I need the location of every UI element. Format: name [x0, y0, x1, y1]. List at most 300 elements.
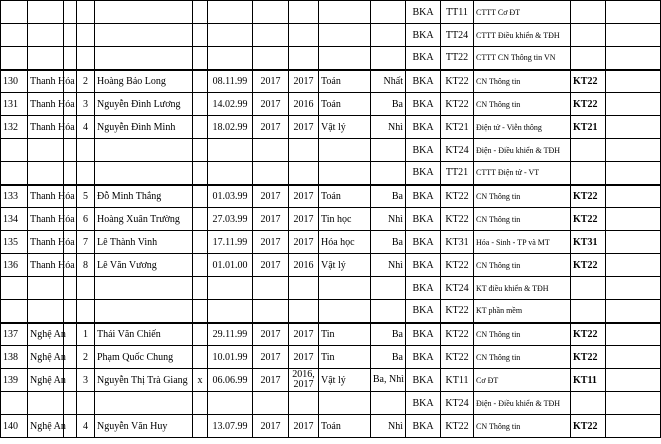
cell-major: Hóa - Sinh - TP và MT: [474, 231, 571, 254]
cell-award: Nhì: [371, 254, 406, 277]
cell-stt: [1, 47, 28, 70]
cell-major: KT phần mềm: [474, 300, 571, 323]
cell-number: [77, 162, 95, 185]
cell-year-2: 2017: [289, 185, 319, 208]
cell-subject: [319, 162, 371, 185]
cell-year-2: 2017: [289, 346, 319, 369]
cell-dob: [208, 139, 253, 162]
cell-stt: 137: [1, 323, 28, 346]
cell-award: Ba, Nhì: [371, 369, 406, 392]
cell-number: 4: [77, 415, 95, 438]
cell-dob: 29.11.99: [208, 323, 253, 346]
cell-spacer: [64, 24, 77, 47]
cell-stt: [1, 392, 28, 415]
cell-province: Nghệ An: [28, 369, 64, 392]
cell-major: Điện tử - Viễn thông: [474, 116, 571, 139]
cell-result: [571, 24, 606, 47]
cell-subject: Toán: [319, 93, 371, 116]
cell-dob: [208, 162, 253, 185]
cell-year-1: 2017: [253, 254, 289, 277]
cell-student-name: Lê Văn Vương: [95, 254, 193, 277]
cell-mark: [193, 1, 208, 24]
cell-award: Ba: [371, 346, 406, 369]
table-row: [1, 93, 661, 116]
cell-major: KT điều khiển & TĐH: [474, 277, 571, 300]
cell-year-1: 2017: [253, 70, 289, 93]
cell-result: KT31: [571, 231, 606, 254]
cell-stt: 131: [1, 93, 28, 116]
cell-school: BKA: [406, 185, 441, 208]
cell-student-name: [95, 277, 193, 300]
cell-year-1: [253, 47, 289, 70]
cell-year-2: 2016: [289, 254, 319, 277]
cell-award: [371, 162, 406, 185]
cell-subject: [319, 47, 371, 70]
cell-school: BKA: [406, 277, 441, 300]
table-row: [1, 1, 661, 24]
table-row: [1, 346, 661, 369]
cell-code: KT24: [441, 392, 474, 415]
cell-award: [371, 139, 406, 162]
cell-year-2: [289, 1, 319, 24]
cell-school: BKA: [406, 116, 441, 139]
cell-subject: [319, 392, 371, 415]
cell-mark: [193, 162, 208, 185]
cell-major: CN Thông tin: [474, 185, 571, 208]
cell-school: BKA: [406, 346, 441, 369]
cell-year-2: 2016: [289, 93, 319, 116]
cell-stt: 130: [1, 70, 28, 93]
cell-empty: [606, 208, 661, 231]
cell-province: Thanh Hóa: [28, 231, 64, 254]
cell-code: KT22: [441, 93, 474, 116]
cell-stt: 140: [1, 415, 28, 438]
cell-empty: [606, 300, 661, 323]
cell-year-1: 2017: [253, 346, 289, 369]
cell-result: KT22: [571, 323, 606, 346]
cell-student-name: Phạm Quốc Chung: [95, 346, 193, 369]
cell-subject: [319, 300, 371, 323]
cell-code: TT24: [441, 24, 474, 47]
cell-result: [571, 277, 606, 300]
table-row: [1, 392, 661, 415]
cell-school: BKA: [406, 93, 441, 116]
cell-year-2: [289, 24, 319, 47]
table-row: [1, 139, 661, 162]
cell-dob: [208, 300, 253, 323]
cell-student-name: Hoàng Xuân Trường: [95, 208, 193, 231]
cell-stt: 136: [1, 254, 28, 277]
cell-mark: [193, 323, 208, 346]
cell-school: BKA: [406, 300, 441, 323]
cell-empty: [606, 93, 661, 116]
cell-year-2: [289, 47, 319, 70]
cell-year-2: [289, 162, 319, 185]
cell-year-2: 2017: [289, 231, 319, 254]
cell-mark: [193, 254, 208, 277]
cell-year-2: 2017: [289, 70, 319, 93]
cell-school: BKA: [406, 70, 441, 93]
cell-year-2: [289, 392, 319, 415]
cell-subject: Vật lý: [319, 254, 371, 277]
cell-number: 5: [77, 185, 95, 208]
cell-award: [371, 47, 406, 70]
cell-year-1: 2017: [253, 415, 289, 438]
cell-major: Điện - Điều khiển & TĐH: [474, 139, 571, 162]
cell-student-name: [95, 300, 193, 323]
cell-code: KT22: [441, 70, 474, 93]
cell-year-2: 2017: [289, 116, 319, 139]
cell-dob: 01.01.00: [208, 254, 253, 277]
cell-major: Điện - Điều khiển & TĐH: [474, 392, 571, 415]
cell-major: CTTT CN Thông tin VN: [474, 47, 571, 70]
table-row: [1, 116, 661, 139]
cell-year-1: 2017: [253, 208, 289, 231]
cell-mark: [193, 208, 208, 231]
cell-school: BKA: [406, 47, 441, 70]
cell-year-1: 2017: [253, 231, 289, 254]
cell-empty: [606, 323, 661, 346]
cell-province: Thanh Hóa: [28, 254, 64, 277]
cell-year-2: 2017: [289, 415, 319, 438]
cell-award: Nhì: [371, 208, 406, 231]
cell-province: [28, 392, 64, 415]
cell-mark: [193, 277, 208, 300]
cell-mark: [193, 231, 208, 254]
cell-spacer: [64, 300, 77, 323]
cell-subject: Tin học: [319, 208, 371, 231]
cell-major: CN Thông tin: [474, 93, 571, 116]
table-row: [1, 47, 661, 70]
cell-year-1: 2017: [253, 116, 289, 139]
cell-stt: [1, 277, 28, 300]
cell-number: [77, 392, 95, 415]
cell-year-1: 2017: [253, 93, 289, 116]
cell-province: Thanh Hóa: [28, 70, 64, 93]
cell-major: CN Thông tin: [474, 70, 571, 93]
cell-code: KT22: [441, 300, 474, 323]
cell-dob: [208, 24, 253, 47]
cell-mark: [193, 47, 208, 70]
cell-school: BKA: [406, 24, 441, 47]
cell-major: CN Thông tin: [474, 323, 571, 346]
cell-number: 3: [77, 93, 95, 116]
cell-award: Ba: [371, 185, 406, 208]
cell-number: [77, 300, 95, 323]
cell-student-name: [95, 24, 193, 47]
cell-spacer: [64, 1, 77, 24]
cell-empty: [606, 70, 661, 93]
cell-province: [28, 162, 64, 185]
cell-code: TT11: [441, 1, 474, 24]
cell-dob: 27.03.99: [208, 208, 253, 231]
cell-dob: [208, 277, 253, 300]
cell-school: BKA: [406, 139, 441, 162]
cell-spacer: [64, 162, 77, 185]
cell-empty: [606, 116, 661, 139]
cell-award: [371, 300, 406, 323]
cell-major: CN Thông tin: [474, 415, 571, 438]
cell-province: Thanh Hóa: [28, 116, 64, 139]
cell-empty: [606, 47, 661, 70]
cell-dob: 17.11.99: [208, 231, 253, 254]
cell-code: KT24: [441, 139, 474, 162]
table-row: [1, 300, 661, 323]
cell-stt: 139: [1, 369, 28, 392]
cell-stt: 134: [1, 208, 28, 231]
cell-school: BKA: [406, 254, 441, 277]
table-row: [1, 185, 661, 208]
cell-mark: [193, 139, 208, 162]
cell-school: BKA: [406, 231, 441, 254]
cell-award: [371, 1, 406, 24]
cell-province: [28, 277, 64, 300]
cell-dob: 14.02.99: [208, 93, 253, 116]
cell-code: KT31: [441, 231, 474, 254]
cell-result: KT22: [571, 70, 606, 93]
table-row: [1, 231, 661, 254]
cell-year-1: 2017: [253, 369, 289, 392]
cell-number: [77, 139, 95, 162]
cell-province: Nghệ An: [28, 323, 64, 346]
table-row: [1, 254, 661, 277]
cell-code: KT21: [441, 116, 474, 139]
cell-empty: [606, 185, 661, 208]
cell-mark: x: [193, 369, 208, 392]
cell-stt: [1, 24, 28, 47]
cell-empty: [606, 231, 661, 254]
cell-year-2: [289, 300, 319, 323]
cell-mark: [193, 93, 208, 116]
cell-major: Cơ ĐT: [474, 369, 571, 392]
table-row: [1, 277, 661, 300]
cell-award: Nhì: [371, 116, 406, 139]
cell-subject: Toán: [319, 415, 371, 438]
cell-stt: [1, 162, 28, 185]
cell-year-2: 2017: [289, 323, 319, 346]
cell-stt: [1, 300, 28, 323]
cell-result: [571, 162, 606, 185]
cell-code: KT24: [441, 277, 474, 300]
cell-stt: [1, 1, 28, 24]
cell-number: 7: [77, 231, 95, 254]
cell-year-2: 2016, 2017: [289, 369, 319, 392]
cell-subject: Vật lý: [319, 369, 371, 392]
cell-province: [28, 24, 64, 47]
cell-school: BKA: [406, 208, 441, 231]
cell-number: 4: [77, 116, 95, 139]
cell-student-name: Đỗ Minh Thắng: [95, 185, 193, 208]
cell-year-2: [289, 139, 319, 162]
cell-spacer: [64, 47, 77, 70]
cell-province: Thanh Hóa: [28, 208, 64, 231]
cell-empty: [606, 392, 661, 415]
cell-result: KT22: [571, 208, 606, 231]
cell-school: BKA: [406, 392, 441, 415]
table-row: [1, 162, 661, 185]
cell-code: KT22: [441, 208, 474, 231]
table-row: [1, 369, 661, 392]
cell-stt: 135: [1, 231, 28, 254]
cell-student-name: Nguyễn Đình Minh: [95, 116, 193, 139]
cell-province: Thanh Hóa: [28, 93, 64, 116]
cell-subject: [319, 24, 371, 47]
cell-student-name: Nguyễn Thị Trà Giang: [95, 369, 193, 392]
cell-province: [28, 139, 64, 162]
cell-spacer: [64, 392, 77, 415]
cell-empty: [606, 162, 661, 185]
cell-year-2: 2017: [289, 208, 319, 231]
cell-student-name: [95, 139, 193, 162]
cell-major: CN Thông tin: [474, 346, 571, 369]
cell-student-name: [95, 392, 193, 415]
cell-school: BKA: [406, 162, 441, 185]
cell-stt: 132: [1, 116, 28, 139]
cell-award: Ba: [371, 323, 406, 346]
table-row: [1, 208, 661, 231]
cell-dob: [208, 1, 253, 24]
cell-stt: [1, 139, 28, 162]
cell-dob: 10.01.99: [208, 346, 253, 369]
cell-dob: 18.02.99: [208, 116, 253, 139]
cell-school: BKA: [406, 323, 441, 346]
cell-subject: Toán: [319, 185, 371, 208]
cell-code: KT11: [441, 369, 474, 392]
cell-school: BKA: [406, 415, 441, 438]
cell-subject: Tin: [319, 323, 371, 346]
cell-number: [77, 47, 95, 70]
cell-result: [571, 300, 606, 323]
cell-result: KT22: [571, 93, 606, 116]
cell-year-1: [253, 1, 289, 24]
cell-student-name: [95, 162, 193, 185]
cell-mark: [193, 116, 208, 139]
cell-major: CTTT Điều khiển & TĐH: [474, 24, 571, 47]
cell-province: Thanh Hóa: [28, 185, 64, 208]
cell-award: Ba: [371, 231, 406, 254]
cell-mark: [193, 300, 208, 323]
cell-result: KT21: [571, 116, 606, 139]
cell-empty: [606, 346, 661, 369]
cell-subject: Tin: [319, 346, 371, 369]
cell-result: KT22: [571, 415, 606, 438]
cell-stt: 133: [1, 185, 28, 208]
cell-subject: [319, 1, 371, 24]
cell-empty: [606, 139, 661, 162]
cell-dob: [208, 392, 253, 415]
cell-province: [28, 47, 64, 70]
cell-code: KT22: [441, 346, 474, 369]
table-row: [1, 415, 661, 438]
cell-code: TT22: [441, 47, 474, 70]
cell-result: [571, 139, 606, 162]
cell-empty: [606, 369, 661, 392]
cell-province: Nghệ An: [28, 346, 64, 369]
cell-award: [371, 24, 406, 47]
cell-year-2: [289, 277, 319, 300]
cell-school: BKA: [406, 1, 441, 24]
cell-major: CN Thông tin: [474, 254, 571, 277]
cell-year-1: 2017: [253, 185, 289, 208]
cell-result: [571, 47, 606, 70]
cell-year-1: [253, 24, 289, 47]
cell-number: 1: [77, 323, 95, 346]
cell-province: Nghệ An: [28, 415, 64, 438]
cell-award: Nhì: [371, 415, 406, 438]
cell-mark: [193, 185, 208, 208]
cell-dob: 01.03.99: [208, 185, 253, 208]
cell-number: 6: [77, 208, 95, 231]
cell-stt: 138: [1, 346, 28, 369]
cell-empty: [606, 1, 661, 24]
cell-number: 8: [77, 254, 95, 277]
cell-result: KT22: [571, 346, 606, 369]
cell-major: CN Thông tin: [474, 208, 571, 231]
cell-student-name: Hoàng Bảo Long: [95, 70, 193, 93]
cell-empty: [606, 24, 661, 47]
cell-code: TT21: [441, 162, 474, 185]
cell-dob: 06.06.99: [208, 369, 253, 392]
table-row: [1, 70, 661, 93]
cell-number: 3: [77, 369, 95, 392]
cell-year-1: [253, 139, 289, 162]
cell-award: [371, 277, 406, 300]
cell-province: [28, 1, 64, 24]
cell-award: Ba: [371, 93, 406, 116]
cell-number: 2: [77, 346, 95, 369]
cell-dob: [208, 47, 253, 70]
cell-result: [571, 1, 606, 24]
cell-result: KT22: [571, 185, 606, 208]
cell-result: [571, 392, 606, 415]
cell-mark: [193, 346, 208, 369]
cell-major: CTTT Điện tử - VT: [474, 162, 571, 185]
cell-mark: [193, 392, 208, 415]
cell-code: KT22: [441, 185, 474, 208]
cell-number: [77, 277, 95, 300]
cell-number: 2: [77, 70, 95, 93]
cell-year-1: 2017: [253, 323, 289, 346]
cell-subject: Toán: [319, 70, 371, 93]
cell-award: [371, 392, 406, 415]
cell-mark: [193, 415, 208, 438]
cell-result: KT11: [571, 369, 606, 392]
cell-student-name: Nguyễn Đình Lương: [95, 93, 193, 116]
cell-code: KT22: [441, 415, 474, 438]
cell-number: [77, 1, 95, 24]
cell-student-name: [95, 1, 193, 24]
cell-result: KT22: [571, 254, 606, 277]
cell-school: BKA: [406, 369, 441, 392]
cell-mark: [193, 70, 208, 93]
cell-year-1: [253, 277, 289, 300]
table-row: [1, 24, 661, 47]
cell-subject: Hóa học: [319, 231, 371, 254]
cell-subject: [319, 139, 371, 162]
cell-dob: 13.07.99: [208, 415, 253, 438]
cell-province: [28, 300, 64, 323]
cell-number: [77, 24, 95, 47]
cell-year-1: [253, 392, 289, 415]
cell-empty: [606, 254, 661, 277]
cell-subject: Vật lý: [319, 116, 371, 139]
cell-dob: 08.11.99: [208, 70, 253, 93]
cell-spacer: [64, 139, 77, 162]
cell-subject: [319, 277, 371, 300]
cell-code: KT22: [441, 323, 474, 346]
table-row: [1, 323, 661, 346]
cell-student-name: [95, 47, 193, 70]
